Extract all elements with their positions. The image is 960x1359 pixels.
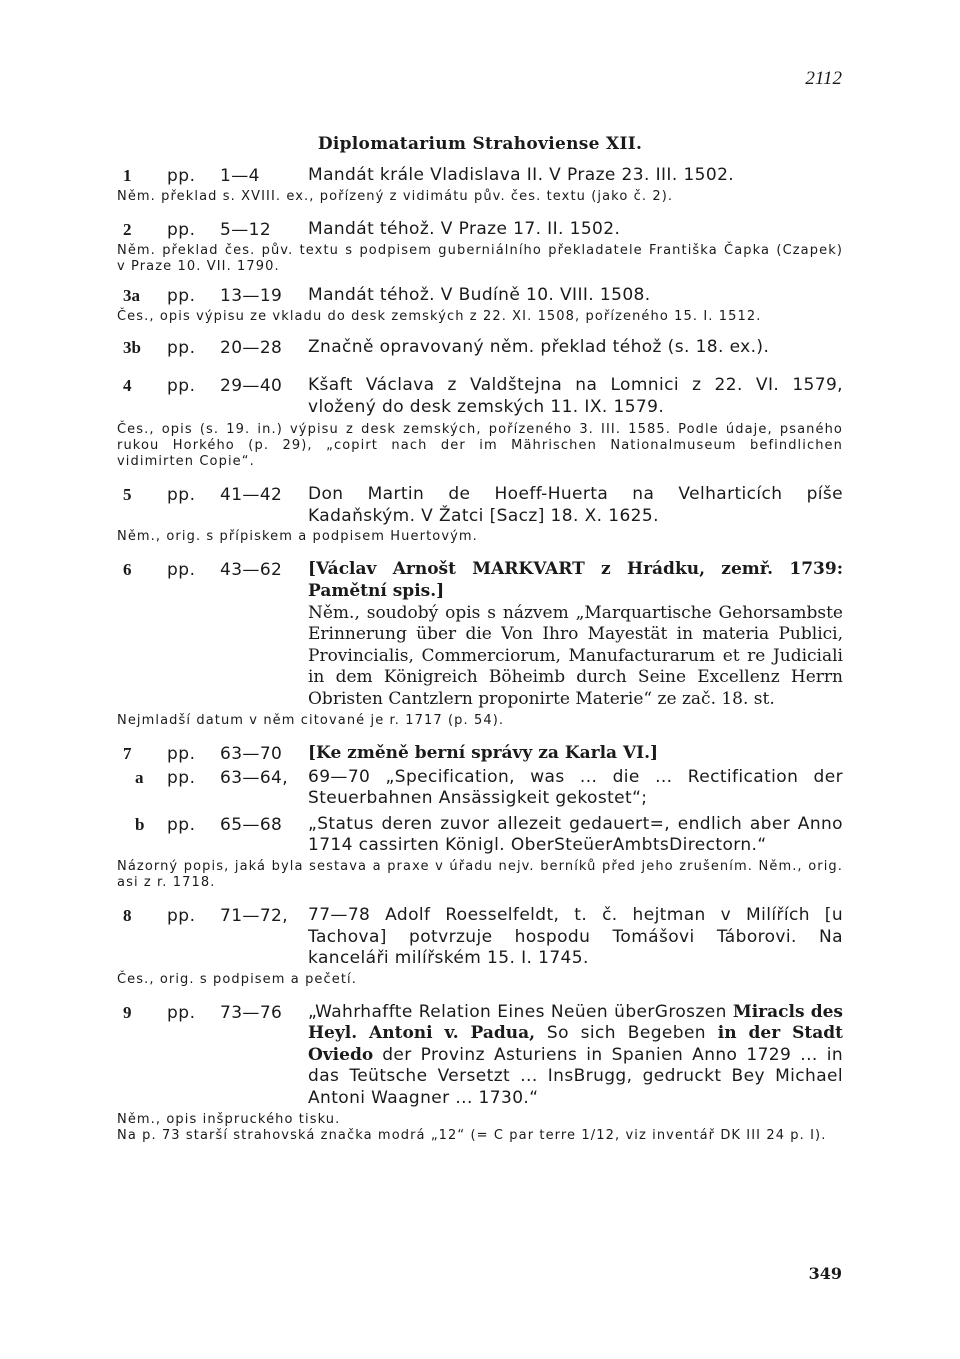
entry-7b <box>117 814 843 891</box>
page-range: 63—70 <box>220 743 283 764</box>
entry-text: 69—70 „Specification, was ... die ... Rectification der Steuerbahnen Ansässigkeit gekostet“; <box>308 766 843 809</box>
page-range: 65—68 <box>220 814 283 835</box>
entry-text: Mandát téhož. V Praze 17. II. 1502. <box>308 219 621 239</box>
entry-9 <box>117 1002 843 1144</box>
entry-list <box>117 163 843 1144</box>
page-range: 71—72, <box>220 905 289 926</box>
entry-7 <box>117 743 843 765</box>
entry-text: Kšaft Václava z Valdštejna na Lomnici z 22. VI. 1579, vložený do desk zemských 11. IX. 1579. <box>308 375 843 417</box>
pp-label: pp. <box>167 376 196 396</box>
entry-5 <box>117 484 843 545</box>
entry-note: Čes., orig. s podpisem a pečetí. <box>117 971 358 987</box>
entry-number: 3b <box>123 338 141 357</box>
entry-number: 4 <box>123 376 132 395</box>
pp-label: pp. <box>167 743 196 764</box>
entry-note: Něm., opis inšpruckého tisku. <box>117 1111 341 1127</box>
entry-text: Něm., soudobý opis s názvem „Marquartische Gehorsambste Erinnerung über die Von Ihro Mayestät in materia Publici, Provincialis, Commerciorum, Manufacturarum et re Judiciali in dem Königreich Böheimb durch Seine Excellenz Herrn Obristen Cantzlern proponirte Materie“ ze zač. 18. st. <box>308 602 843 709</box>
entry-8 <box>117 905 843 988</box>
entry-number: a <box>135 767 144 787</box>
entry-number: 9 <box>123 1002 132 1022</box>
pp-label: pp. <box>167 767 196 788</box>
entry-number: 6 <box>123 560 132 580</box>
pp-label: pp. <box>167 286 196 306</box>
entry-1 <box>117 165 843 205</box>
entry-text: Don Martin de Hoeff-Huerta na Velharticích píše Kadaňským. V Žatci [Sacz] 18. X. 1625. <box>308 484 843 526</box>
page-number-bottom: 349 <box>808 1264 842 1283</box>
entry-7a <box>117 767 843 810</box>
entry-number: 1 <box>123 166 132 185</box>
entry-number: 7 <box>123 743 132 763</box>
entry-number: 5 <box>123 485 132 505</box>
entry-text: 77—78 Adolf Roesselfeldt, t. č. hejtman v Milířích [u Tachova] potvrzuje hospodu Tomášovi Táborovi. Na kanceláři milířském 15. I. 1745. <box>308 904 843 969</box>
entry-text: Značně opravovaný něm. překlad téhož (s. 18. ex.). <box>308 337 770 357</box>
entry-note: Názorný popis, jaká byla sestava a praxe v úřadu nejv. berníků před jeho zrušením. Něm., orig. asi z r. 1718. <box>117 858 843 890</box>
entry-note: Na p. 73 starší strahovská značka modrá „12“ (= C par terre 1/12, viz inventář DK III 24 p. I). <box>117 1127 827 1143</box>
entry-6 <box>117 559 843 728</box>
page-range: 5—12 <box>220 220 272 240</box>
entry-note: Něm. překlad s. XVIII. ex., pořízený z vidimátu pův. čes. textu (jako č. 2). <box>117 189 674 204</box>
entry-title: [Ke změně berní správy za Karla VI.] <box>308 742 659 763</box>
entry-number: b <box>135 814 145 834</box>
page-range: 1—4 <box>220 166 260 186</box>
page-title: Diplomatarium Strahoviense XII. <box>317 134 643 154</box>
entry-4 <box>117 375 843 470</box>
pp-label: pp. <box>167 1002 196 1023</box>
entry-note: Něm., orig. s přípiskem a podpisem Huertovým. <box>117 529 478 545</box>
entry-note: Nejmladší datum v něm citované je r. 1717 (p. 54). <box>117 712 505 728</box>
entry-text-bold: in der Stadt Oviedo <box>308 1023 843 1065</box>
page-range: 43—62 <box>220 560 283 581</box>
entry-text: Mandát krále Vladislava II. V Praze 23. III. 1502. <box>308 165 735 185</box>
entry-title: [Václav Arnošt MARKVART z Hrádku, zemř. 1739: Pamětní spis.] <box>308 559 843 601</box>
entry-text-part: So sich Begeben <box>546 1023 706 1044</box>
page-range: 41—42 <box>220 485 283 506</box>
pp-label: pp. <box>167 560 196 581</box>
entry-note: Čes., opis výpisu ze vkladu do desk zemských z 22. XI. 1508, pořízeného 15. I. 1512. <box>117 309 762 324</box>
pp-label: pp. <box>167 814 196 835</box>
entry-note: Něm. překlad čes. pův. textu s podpisem guberniálního překladatele Františka Čapka (Czapek) v Praze 10. VII. 1790. <box>117 243 843 274</box>
pp-label: pp. <box>167 485 196 506</box>
page-range: 29—40 <box>220 376 283 396</box>
page-range: 73—76 <box>220 1002 283 1023</box>
pp-label: pp. <box>167 338 196 358</box>
entry-text-part: der Provinz Asturiens in Spanien Anno 1729 ... in das Teütsche Versetzt ... InsBrugg, gedruckt Bey Michael Antoni Waagner ... 1730.“ <box>308 1044 843 1109</box>
pp-label: pp. <box>167 905 196 926</box>
entry-3a <box>117 285 843 325</box>
entry-text: „Status deren zuvor allezeit gedauert=, endlich aber Anno 1714 cassirten Königl. OberSteüerAmbtsDirectorn.“ <box>308 813 843 856</box>
entry-text: Mandát téhož. V Budíně 10. VIII. 1508. <box>308 285 651 305</box>
entry-number: 8 <box>123 905 132 925</box>
page-range: 63—64, <box>220 767 289 788</box>
page-range: 13—19 <box>220 286 283 306</box>
entry-number: 3a <box>123 286 140 305</box>
entry-text <box>308 1002 843 1110</box>
page-range: 20—28 <box>220 338 283 358</box>
pp-label: pp. <box>167 220 196 240</box>
entry-number: 2 <box>123 220 132 239</box>
entry-3b <box>117 337 843 359</box>
pp-label: pp. <box>167 166 196 186</box>
page-number-top: 2112 <box>805 68 842 89</box>
entry-note: Čes., opis (s. 19. in.) výpisu z desk zemských, pořízeného 3. III. 1585. Podle údaje, psaného rukou Horkého (p. 29), „copirt nach der im Mährischen Nationalmuseum befindlichen vidimirten Copie“. <box>117 422 843 470</box>
entry-text-part: „Wahrhaffte Relation Eines Neüen überGroszen <box>308 1001 727 1022</box>
entry-text-bold: Miracls des Heyl. Antoni v. Padua, <box>308 1001 843 1044</box>
entry-2 <box>117 219 843 275</box>
